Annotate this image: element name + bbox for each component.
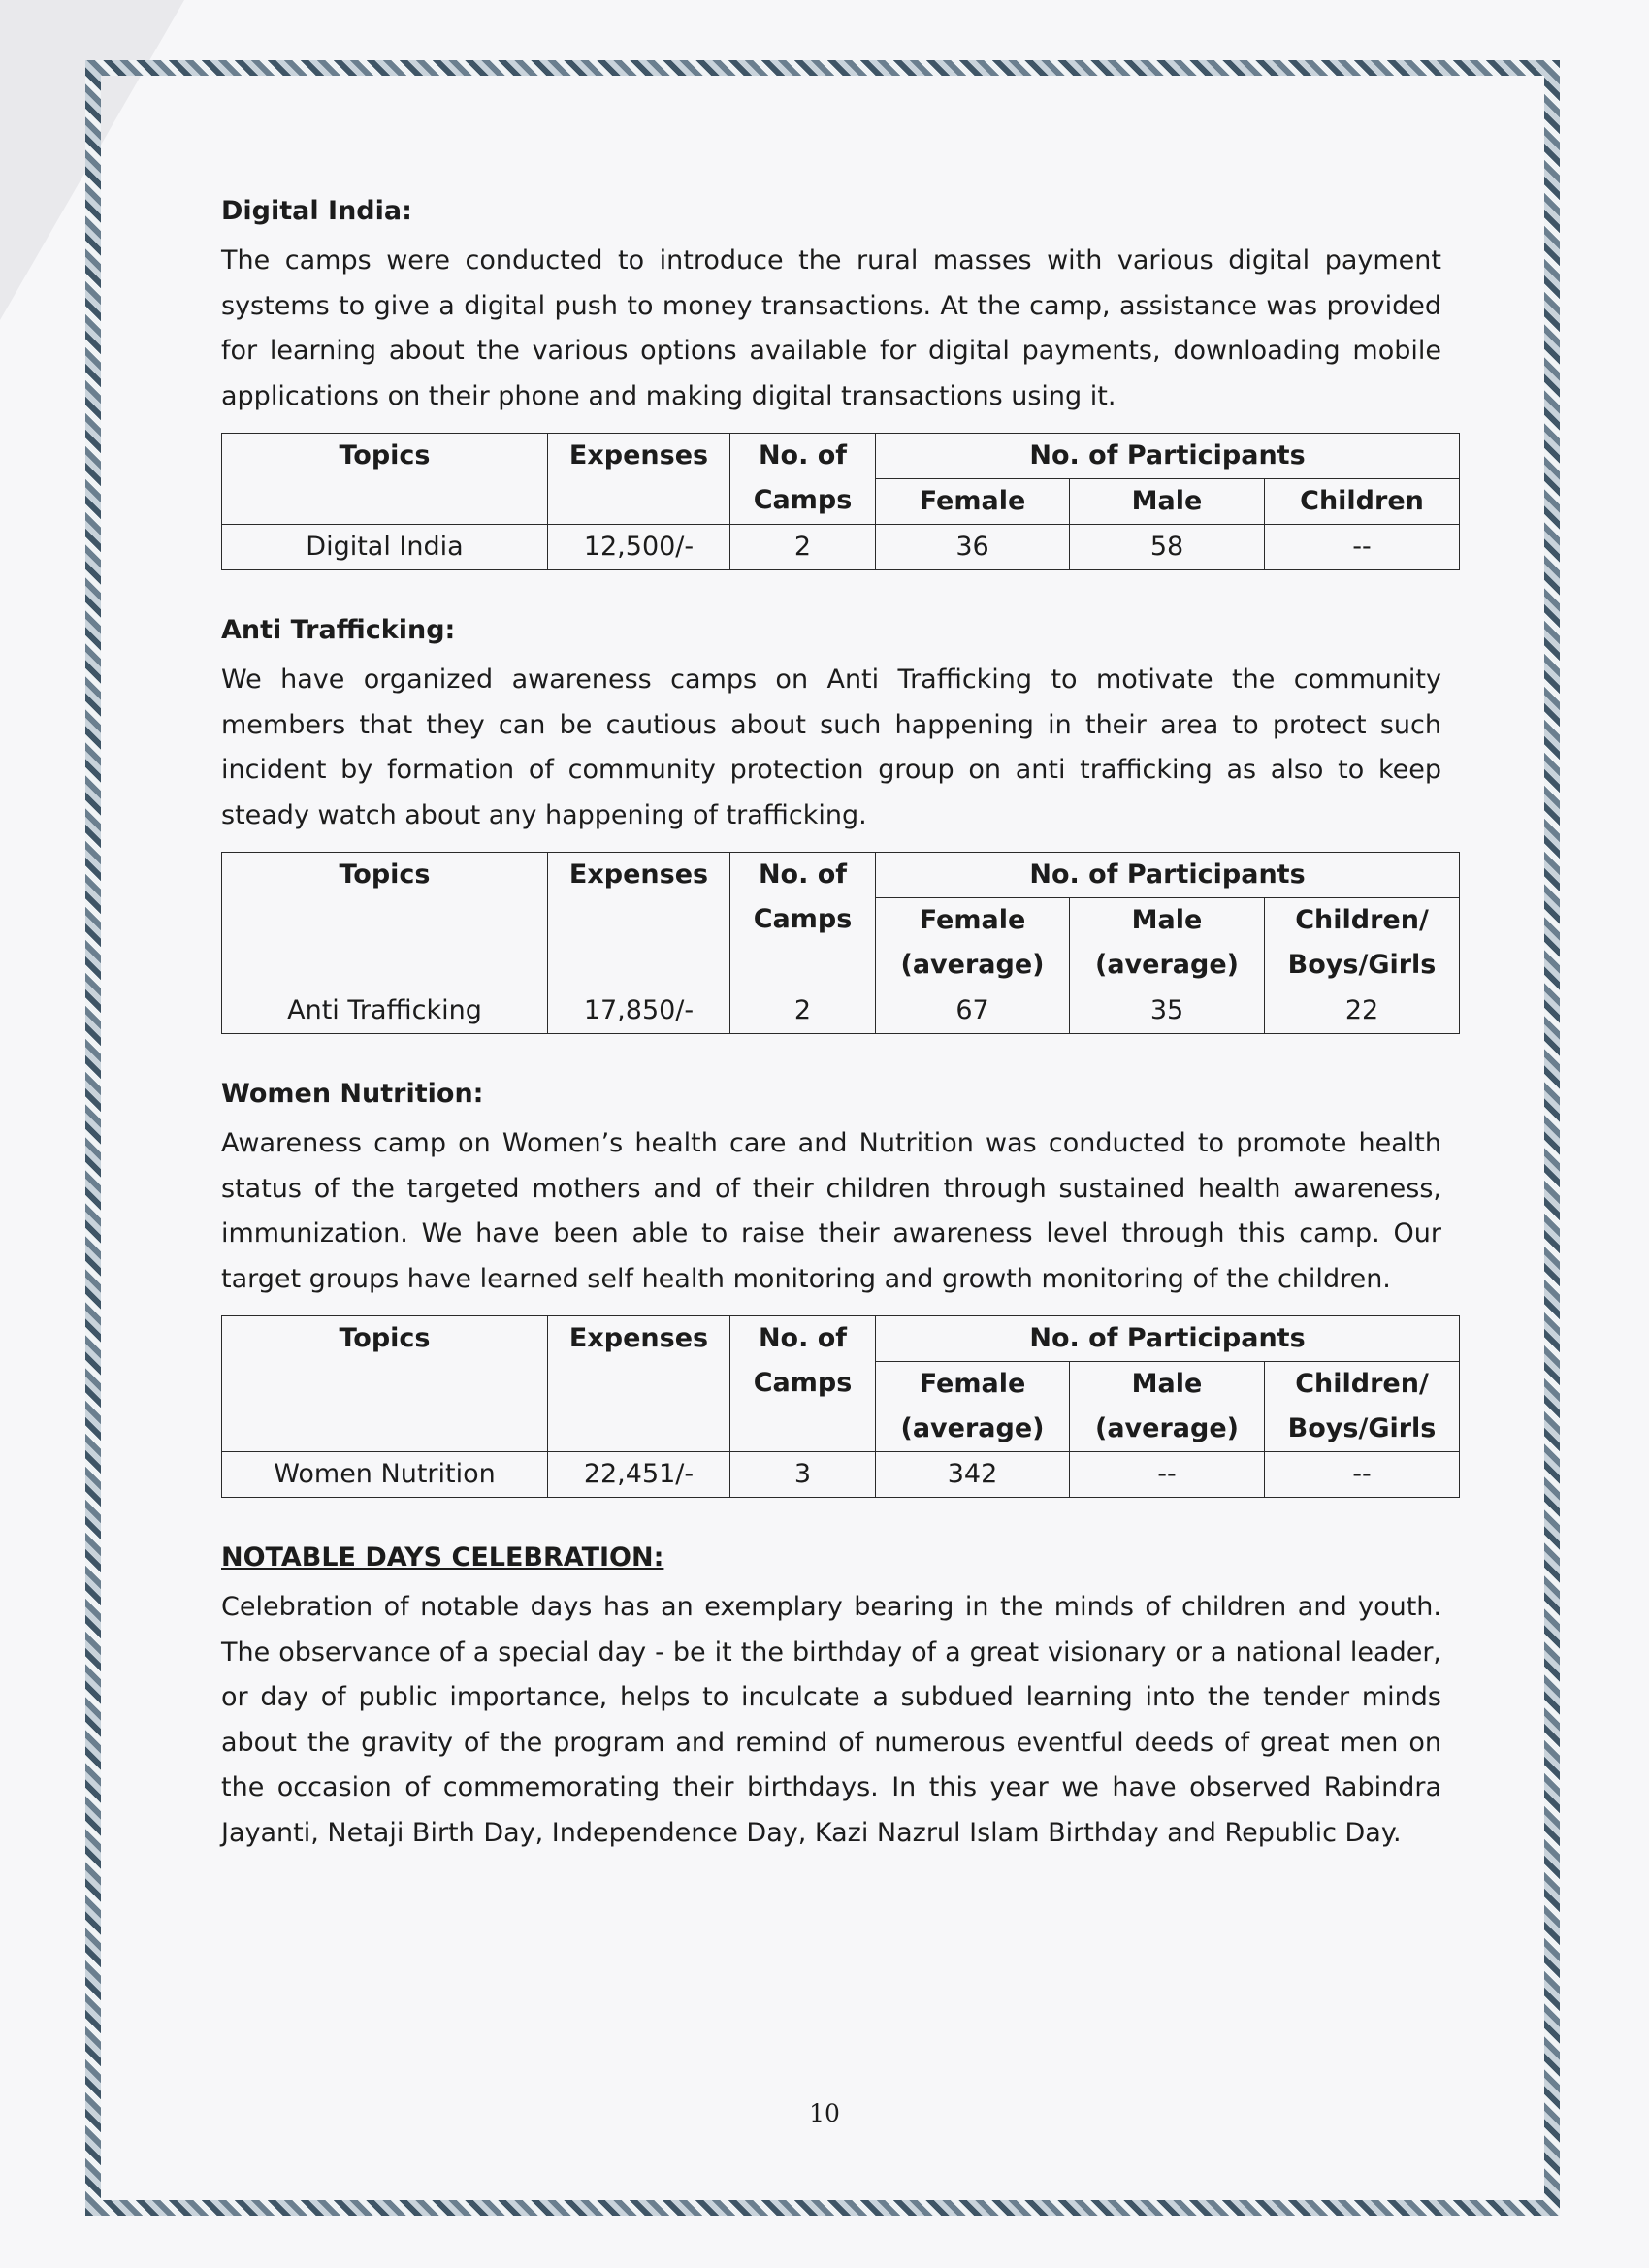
header-male: Male (average) — [1070, 898, 1265, 988]
table-row — [222, 525, 1460, 570]
section-heading: Digital India: — [221, 196, 412, 226]
header-topics: Topics — [222, 434, 548, 525]
section-paragraph: Celebration of notable days has an exemplary bearing in the minds of children and youth. The observance of a special day - be it the birthday of a great visionary or a national leader, or day of public importance, helps to inculcate a subdued learning into the tender minds about the gravity of the program and remind of numerous eventful deeds of great men on the occasion of commemorating their birthdays. In this year we have observed Rabindra Jayanti, Netaji Birth Day, Independence Day, Kazi Nazrul Islam Birthday and Republic Day. — [221, 1592, 1441, 1848]
anti-trafficking-table — [221, 852, 1460, 1034]
spacer — [221, 570, 1441, 613]
header-female: Female (average) — [876, 898, 1070, 988]
header-female: Female — [876, 479, 1070, 525]
cell-children: 22 — [1265, 988, 1460, 1034]
header-topics: Topics — [222, 853, 548, 988]
spacer — [221, 1498, 1441, 1540]
digital-india-table — [221, 433, 1460, 570]
header-children: Children/ Boys/Girls — [1265, 1362, 1460, 1452]
cell-camps: 2 — [730, 988, 876, 1034]
cell-expenses: 17,850/- — [548, 988, 730, 1034]
section-digital-india — [221, 194, 1441, 570]
cell-topic: Anti Trafficking — [222, 988, 548, 1034]
cell-topic: Digital India — [222, 525, 548, 570]
section-anti-trafficking — [221, 613, 1441, 1034]
women-nutrition-table — [221, 1315, 1460, 1498]
header-male: Male — [1070, 479, 1265, 525]
cell-female: 67 — [876, 988, 1070, 1034]
cell-female: 36 — [876, 525, 1070, 570]
header-camps: No. of Camps — [730, 853, 876, 988]
cell-male: 58 — [1070, 525, 1265, 570]
cell-male: 35 — [1070, 988, 1265, 1034]
header-children: Children — [1265, 479, 1460, 525]
header-expenses: Expenses — [548, 853, 730, 988]
cell-topic: Women Nutrition — [222, 1452, 548, 1498]
header-female: Female (average) — [876, 1362, 1070, 1452]
cell-camps: 2 — [730, 525, 876, 570]
spacer — [221, 1034, 1441, 1077]
section-women-nutrition — [221, 1077, 1441, 1498]
section-heading: Anti Trafficking: — [221, 615, 456, 645]
table-row — [222, 988, 1460, 1034]
section-paragraph: We have organized awareness camps on Anti Trafficking to motivate the community members that they can be cautious about such happening in their area to protect such incident by formation of community protection group on anti trafficking as also to keep steady watch about any happening of trafficking. — [221, 664, 1441, 830]
cell-children: -- — [1265, 525, 1460, 570]
section-paragraph: The camps were conducted to introduce the rural masses with various digital payment systems to give a digital push to money transactions. At the camp, assistance was provided for learning about the various options available for digital payments, downloading mobile applications on their phone and making digital transactions using it. — [221, 245, 1441, 411]
cell-female: 342 — [876, 1452, 1070, 1498]
header-participants: No. of Participants — [876, 434, 1460, 479]
section-heading: Women Nutrition: — [221, 1079, 484, 1109]
header-camps: No. of Camps — [730, 1316, 876, 1452]
page-number: 10 — [809, 2099, 840, 2127]
cell-camps: 3 — [730, 1452, 876, 1498]
header-male: Male (average) — [1070, 1362, 1265, 1452]
cell-expenses: 22,451/- — [548, 1452, 730, 1498]
header-children: Children/ Boys/Girls — [1265, 898, 1460, 988]
cell-children: -- — [1265, 1452, 1460, 1498]
section-paragraph: Awareness camp on Women’s health care and Nutrition was conducted to promote health status of the targeted mothers and of their children through sustained health awareness, immunization. We have been able to raise their awareness level through this camp. Our target groups have learned self health monitoring and growth monitoring of the children. — [221, 1128, 1441, 1294]
header-camps: No. of Camps — [730, 434, 876, 525]
page-content — [221, 194, 1441, 1856]
header-expenses: Expenses — [548, 434, 730, 525]
header-participants: No. of Participants — [876, 1316, 1460, 1362]
header-expenses: Expenses — [548, 1316, 730, 1452]
header-participants: No. of Participants — [876, 853, 1460, 898]
section-heading: NOTABLE DAYS CELEBRATION: — [221, 1542, 664, 1572]
section-notable-days — [221, 1540, 1441, 1856]
cell-expenses: 12,500/- — [548, 525, 730, 570]
table-row — [222, 1452, 1460, 1498]
cell-male: -- — [1070, 1452, 1265, 1498]
header-topics: Topics — [222, 1316, 548, 1452]
